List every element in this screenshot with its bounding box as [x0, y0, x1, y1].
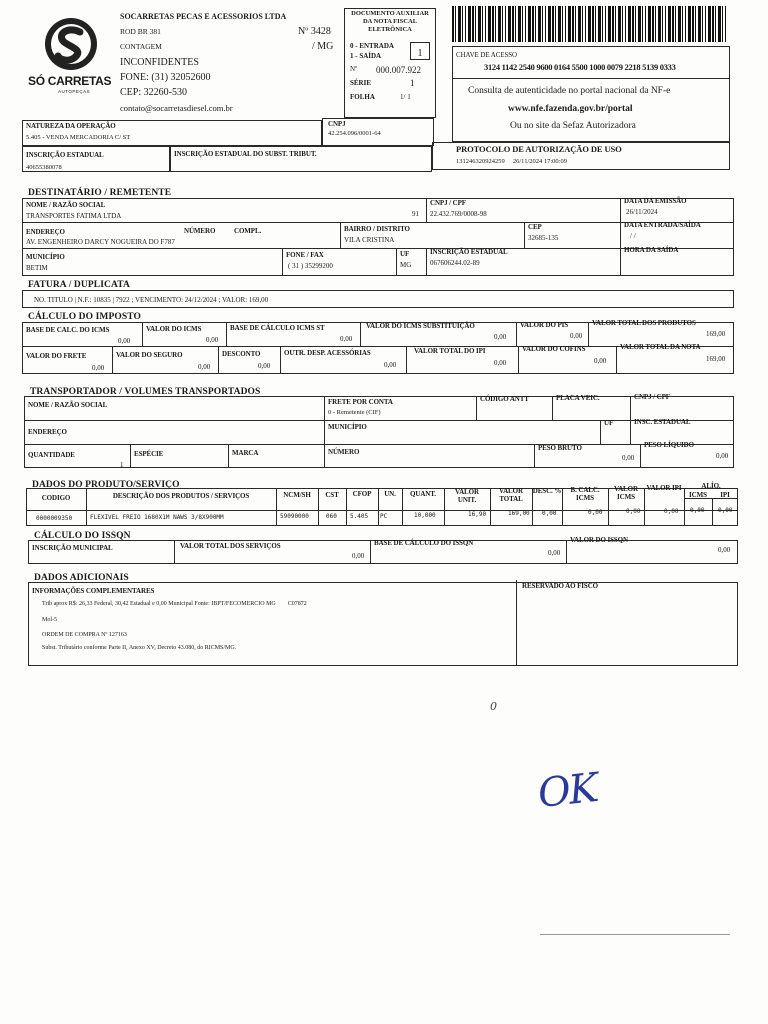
dest-fone: ( 31 ) 35299200	[288, 262, 333, 270]
issuer-number: Nº 3428	[298, 26, 331, 37]
transp-frete-label: FRETE POR CONTA	[328, 398, 393, 406]
dest-col-line-2	[620, 198, 621, 276]
dest-mun-label: MUNICÍPIO	[26, 253, 65, 261]
transp-col-3	[552, 396, 553, 420]
info-line-3: ORDEM DE COMPRA Nº 127163	[42, 632, 127, 638]
imposto-col-2	[226, 322, 227, 346]
v-prod-value: 169,00	[706, 330, 726, 338]
th-vipi: VALOR IPI	[646, 484, 682, 492]
dest-ie-label: INSCRIÇÃO ESTADUAL	[430, 248, 508, 256]
dest-col-line-5	[282, 248, 283, 276]
imposto-col-9	[406, 346, 407, 374]
th-aliq-ipi: IPI	[720, 491, 730, 499]
issqn-im-label: INSCRIÇÃO MUNICIPAL	[32, 544, 113, 552]
td-codigo: 0000009350	[36, 515, 73, 522]
td-un: PC	[380, 513, 388, 520]
info-line-2: Mol-5	[42, 617, 57, 623]
transp-end-label: ENDEREÇO	[28, 428, 67, 436]
issuer-phone: FONE: (31) 32052600	[120, 72, 211, 83]
v-seg-label: VALOR DO SEGURO	[116, 351, 183, 359]
access-key-label: CHAVE DE ACESSO	[456, 51, 517, 59]
transp-pb-label: PESO BRUTO	[538, 444, 582, 452]
dest-cnpj: 22.432.769/0008-98	[430, 210, 487, 218]
danfe-saida: 1 - SAÍDA	[350, 52, 382, 60]
danfe-serie: 1	[410, 78, 415, 88]
protocolo-label: PROTOCOLO DE AUTORIZAÇÃO DE USO	[456, 144, 622, 154]
danfe-entrada: 0 - ENTRADA	[350, 42, 394, 50]
handwritten-ok: OK	[535, 765, 599, 817]
transp-pb: 0,00	[622, 454, 635, 462]
dest-name: TRANSPORTES FATIMA LTDA	[26, 212, 122, 220]
logo-text: SÓ CARRETAS	[28, 74, 112, 88]
dest-emissao-label: DATA DA EMISSÃO	[624, 197, 687, 205]
transp-marca-label: MARCA	[232, 449, 259, 457]
danfe-number-label: Nº	[350, 65, 358, 73]
th-codigo: CODIGO	[41, 494, 71, 502]
issqn-v-label: VALOR DO ISSQN	[570, 536, 628, 544]
issqn-bc-label: BASE DE CÁLCULO DO ISSQN	[374, 539, 474, 547]
danfe-type-value: 1	[417, 48, 423, 59]
danfe-serie-label: SÉRIE	[350, 79, 372, 87]
transp-name-label: NOME / RAZÃO SOCIAL	[28, 401, 108, 409]
issqn-col-3	[566, 540, 567, 564]
access-portal-link: www.nfe.fazenda.gov.br/portal	[508, 104, 633, 114]
th-cfop: CFOP	[352, 490, 372, 498]
imposto-section-title: CÁLCULO DO IMPOSTO	[28, 312, 141, 322]
cnpj-emit-value: 42.254.096/0001-64	[328, 130, 381, 137]
transp-col-1	[324, 396, 325, 468]
dest-saida-label: DATA ENTRADA/SAÍDA	[624, 221, 701, 229]
issuer-uf: / MG	[312, 41, 334, 52]
v-seg-value: 0,00	[198, 363, 211, 371]
dest-hora-label: HORA DA SAÍDA	[624, 246, 679, 254]
th-vtot: VALOR TOTAL	[499, 487, 523, 503]
issqn-col-2	[370, 540, 371, 564]
bc-st-value: 0,00	[340, 335, 353, 343]
imposto-col-7	[218, 346, 219, 374]
v-pis-value: 0,00	[570, 332, 583, 340]
td-vipi: 0,00	[664, 508, 679, 515]
transp-col-7	[228, 444, 229, 468]
dest-col-line-4	[524, 222, 525, 248]
issqn-bc: 0,00	[548, 549, 561, 557]
th-un: UN.	[384, 490, 396, 498]
v-nota-label: VALOR TOTAL DA NOTA	[620, 343, 701, 351]
danfe-type-box	[410, 42, 430, 60]
dest-name-label: NOME / RAZÃO SOCIAL	[26, 201, 106, 209]
issuer-cep: CEP: 32260-530	[120, 87, 187, 98]
danfe-number: 000.007.922	[376, 65, 421, 75]
th-aliq-icms: ICMS	[689, 491, 707, 499]
adicionais-divider	[516, 580, 517, 666]
issqn-section-title: CÁLCULO DO ISSQN	[34, 531, 131, 541]
v-st-label: VALOR DO ICMS SUBSTITUIÇÃO	[366, 322, 475, 330]
transp-num-label: NÚMERO	[328, 448, 360, 456]
td-aicms: 0,00	[690, 507, 705, 514]
td-vtot: 169,00	[508, 510, 530, 517]
transp-qtd: 1	[120, 461, 124, 469]
dest-numero-label: NÚMERO	[184, 227, 216, 235]
transp-esp-label: ESPÉCIE	[134, 450, 164, 458]
prod-col-14	[712, 498, 713, 526]
info-line-4: Subst. Tributário conforme Parte II, Anexo XV, Decreto 43.080, do RICMS/MG.	[42, 645, 237, 651]
access-key-divider	[452, 78, 730, 79]
issqn-vserv-label: VALOR TOTAL DOS SERVIÇOS	[180, 542, 281, 550]
access-key-value: 3124 1142 2540 9600 0164 5500 1000 0079 2218 5139 0333	[484, 62, 676, 72]
dest-cep-label: CEP	[528, 223, 542, 231]
danfe-folha: 1/ 1	[400, 93, 411, 101]
dest-num91: 91	[412, 210, 419, 218]
th-cst: CST	[325, 491, 339, 499]
handwritten-mark: 0	[490, 700, 497, 713]
td-cst: 060	[326, 513, 337, 520]
transp-antt-label: CÓDIGO ANTT	[480, 395, 529, 403]
th-desc-pct: DESC. %	[532, 487, 562, 495]
dest-section-title: DESTINATÁRIO / REMETENTE	[28, 188, 172, 198]
dest-saida: / /	[630, 232, 636, 240]
td-cfop: 5.405	[350, 513, 369, 520]
td-ncm: 59090000	[280, 513, 309, 520]
v-pis-label: VALOR DO PIS	[520, 321, 569, 329]
td-desc: FLEXIVEL FREIO 1680X1M NAWS 3/8X900MM	[90, 514, 224, 521]
danfe-title: DOCUMENTO AUXILIAR DA NOTA FISCAL ELETRÔNICA	[351, 10, 429, 33]
prod-col-7	[444, 488, 445, 526]
td-vicms: 0,00	[626, 508, 641, 515]
adicionais-section-title: DADOS ADICIONAIS	[34, 573, 129, 583]
issuer-name: SOCARRETAS PECAS E ACESSORIOS LTDA	[120, 12, 287, 21]
access-consulta-line: Consulta de autenticidade no portal nacional da NF-e	[468, 86, 671, 96]
transp-col-9	[640, 444, 641, 468]
v-frete-label: VALOR DO FRETE	[26, 352, 87, 360]
v-ipi-label: VALOR TOTAL DO IPI	[414, 347, 486, 355]
issqn-v: 0,00	[718, 546, 731, 554]
transp-col-4	[630, 396, 631, 444]
dest-col-line-7	[426, 248, 427, 276]
logo-subtext: AUTOPEÇAS	[58, 89, 91, 94]
scan-edge-line	[540, 934, 730, 935]
natureza-label: NATUREZA DA OPERAÇÃO	[26, 122, 116, 130]
transp-pl-label: PESO LÍQUIDO	[644, 441, 694, 449]
v-st-value: 0,00	[494, 333, 507, 341]
v-cofins-value: 0,00	[594, 357, 607, 365]
v-icms-value: 0,00	[206, 336, 219, 344]
imposto-col-3	[360, 322, 361, 346]
ie-st-label: INSCRIÇÃO ESTADUAL DO SUBST. TRIBUT.	[174, 150, 317, 158]
ie-value: 40655380078	[26, 164, 62, 171]
transp-frete: 0 - Remetente (CIF)	[328, 409, 381, 416]
outr-label: OUTR. DESP. ACESSÓRIAS	[284, 349, 371, 357]
dest-cnpj-label: CNPJ / CPF	[430, 199, 466, 207]
transp-col-5	[600, 420, 601, 444]
fatura-section-title: FATURA / DUPLICATA	[28, 280, 130, 290]
protocolo-value: 131246320924259 26/11/2024 17:00:09	[456, 158, 567, 165]
td-desc-pct: 0,00	[542, 510, 557, 517]
transp-section-title: TRANSPORTADOR / VOLUMES TRANSPORTADOS	[30, 387, 261, 397]
imposto-col-1	[142, 322, 143, 346]
th-aliq: ALÍQ.	[701, 482, 721, 490]
transp-pl: 0,00	[716, 452, 729, 460]
info-compl-label: INFORMAÇÕES COMPLEMENTARES	[32, 587, 155, 595]
reservado-fisco-label: RESERVADO AO FISCO	[522, 582, 599, 590]
dest-fone-label: FONE / FAX	[286, 251, 324, 259]
natureza-value: 5.405 - VENDA MERCADORIA C/ ST	[26, 134, 131, 141]
issuer-address: ROD BR 381	[120, 27, 161, 36]
dest-emissao: 26/11/2024	[626, 208, 658, 216]
ie-label: INSCRIÇÃO ESTADUAL	[26, 151, 104, 159]
v-icms-label: VALOR DO ICMS	[146, 325, 202, 333]
transp-uf-label: UF	[604, 419, 614, 427]
td-bc: 0,00	[588, 509, 603, 516]
imposto-col-5	[588, 322, 589, 346]
desc-label: DESCONTO	[222, 350, 261, 358]
prod-col-12	[644, 488, 645, 526]
issuer-city: CONTAGEM	[120, 42, 162, 51]
td-vunit: 16,90	[468, 511, 487, 518]
th-ncm: NCM/SH	[283, 491, 311, 499]
access-barcode	[452, 6, 728, 42]
th-bc: B. CALC. ICMS	[570, 486, 600, 502]
transp-col-2	[476, 396, 477, 420]
transp-cnpj-label: CNPJ / CPF	[634, 393, 670, 401]
v-ipi-value: 0,00	[494, 359, 507, 367]
transp-ie-label: INSC. ESTADUAL	[634, 418, 691, 426]
imposto-col-10	[518, 346, 519, 374]
th-desc: DESCRIÇÃO DOS PRODUTOS / SERVIÇOS	[112, 492, 250, 500]
th-vunit: VALOR UNIT.	[455, 488, 479, 504]
bc-st-label: BASE DE CÁLCULO ICMS ST	[230, 324, 325, 332]
v-nota-value: 169,00	[706, 355, 726, 363]
issuer-district: INCONFIDENTES	[120, 57, 199, 68]
desc-value: 0,00	[258, 362, 271, 370]
transp-qtd-label: QUANTIDADE	[28, 451, 75, 459]
bc-icms-value: 0,00	[118, 337, 131, 345]
imposto-col-6	[112, 346, 113, 374]
outr-value: 0,00	[384, 361, 397, 369]
info-line-1: Trib aprox R$: 26,33 Federal, 30,42 Estadual e 0,00 Municipal Fonte: IBPT/FECOMERCIO MG C07872	[42, 601, 307, 607]
issuer-email: contato@socarretasdiesel.com.br	[120, 103, 233, 113]
issqn-vserv: 0,00	[352, 552, 365, 560]
issqn-col-1	[174, 540, 175, 564]
imposto-col-4	[516, 322, 517, 346]
v-cofins-label: VALOR DO COFINS	[522, 345, 586, 353]
dest-uf: MG	[400, 261, 412, 269]
cnpj-emit-label: CNPJ	[328, 120, 346, 128]
v-frete-value: 0,00	[92, 364, 105, 372]
imposto-col-8	[280, 346, 281, 374]
imposto-col-11	[616, 346, 617, 374]
th-qtd: QUANT.	[410, 490, 436, 498]
transp-col-6	[130, 444, 131, 468]
td-qtd: 10,000	[414, 512, 436, 519]
dest-col-line-1	[426, 198, 427, 222]
bc-icms-label: BASE DE CALC. DO ICMS	[26, 326, 110, 334]
dest-uf-label: UF	[400, 250, 410, 258]
dest-col-line-6	[396, 248, 397, 276]
dest-compl-label: COMPL.	[234, 227, 262, 235]
dest-col-line-3	[340, 222, 341, 248]
dest-cep: 32685-135	[528, 234, 559, 242]
th-vicms: VALOR ICMS	[614, 485, 638, 501]
td-aipi: 0,00	[718, 507, 733, 514]
dest-bairro: VILA CRISTINA	[344, 236, 395, 244]
dest-mun: BETIM	[26, 264, 48, 272]
produtos-section-title: DADOS DO PRODUTO/SERVIÇO	[32, 480, 180, 490]
access-sefaz-line: Ou no site da Sefaz Autorizadora	[510, 121, 636, 131]
v-prod-label: VALOR TOTAL DOS PRODUTOS	[592, 319, 696, 327]
transp-mun-label: MUNICÍPIO	[328, 423, 367, 431]
dest-end: AV. ENGENHEIRO DARCY NOGUEIRA DO F787	[26, 238, 175, 246]
fatura-text: NO. TITULO | N.F.: 10835 | 7922 ; VENCIMENTO: 24/12/2024 ; VALOR: 169,00	[34, 296, 269, 304]
dest-end-label: ENDEREÇO	[26, 228, 65, 236]
dest-ie: 067606244.02-89	[430, 259, 480, 267]
transp-row-line-1	[24, 420, 734, 421]
danfe-folha-label: FOLHA	[350, 93, 375, 101]
transp-col-8	[534, 444, 535, 468]
transp-placa-label: PLACA VEIC.	[556, 394, 600, 402]
dest-bairro-label: BAIRRO / DISTRITO	[344, 225, 410, 233]
